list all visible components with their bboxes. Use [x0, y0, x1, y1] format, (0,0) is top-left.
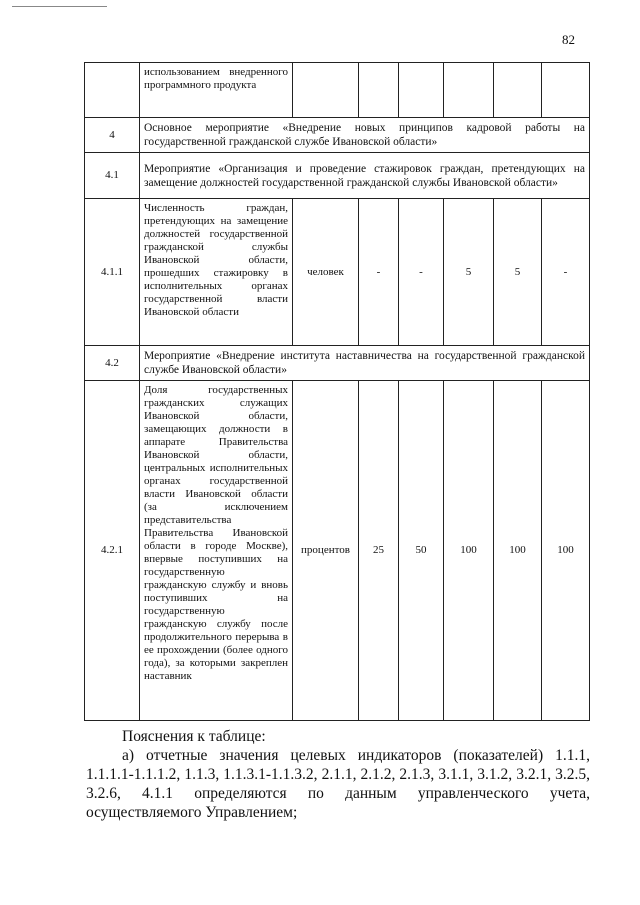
notes-heading: Пояснения к таблице: [122, 728, 266, 745]
value-cell: 50 [399, 381, 444, 721]
row-number: 4.1.1 [85, 199, 140, 346]
indicators-table [84, 62, 590, 721]
table-row [85, 118, 590, 153]
value-cell [494, 63, 542, 118]
indicator-description: Доля государственных гражданских служащих Ивановской области, замещающих должности в аппарате Правительства Ивановской области, центральных исполнительных органах государственной власти Ивановской области (за исключением представительства Правительства Ивановской области в городе Москве), впервые поступивших на государственную гражданскую службу и вновь поступивших на государственную гражданскую службу после продолжительного перерыва в ее прохождении (более одного года), за которыми закреплен наставник [140, 381, 293, 721]
unit-cell: процентов [293, 381, 359, 721]
value-cell: - [399, 199, 444, 346]
unit-cell [293, 63, 359, 118]
table-row [85, 346, 590, 381]
table-row [85, 199, 590, 346]
value-cell: 100 [444, 381, 494, 721]
table-row [85, 381, 590, 721]
section-title: Мероприятие «Внедрение института наставничества на государственной гражданской службе Ивановской области» [140, 346, 590, 381]
indicator-description: использованием внедренного программного продукта [140, 63, 293, 118]
row-number: 4 [85, 118, 140, 153]
indicator-description: Численность граждан, претендующих на замещение должностей государственной гражданской службы Ивановской области, прошедших стажировку в исполнительных органах государственной власти Ивановской области [140, 199, 293, 346]
section-title: Основное мероприятие «Внедрение новых принципов кадровой работы на государственной гражданской службе Ивановской области» [140, 118, 590, 153]
value-cell: 5 [494, 199, 542, 346]
table-row [85, 63, 590, 118]
value-cell: - [359, 199, 399, 346]
row-number [85, 63, 140, 118]
value-cell: - [542, 199, 590, 346]
value-cell [359, 63, 399, 118]
scan-artifact-line [12, 6, 107, 7]
value-cell [444, 63, 494, 118]
value-cell [542, 63, 590, 118]
value-cell: 5 [444, 199, 494, 346]
table-row [85, 153, 590, 199]
section-title: Мероприятие «Организация и проведение стажировок граждан, претендующих на замещение должностей государственной гражданской службы Ивановской области» [140, 153, 590, 199]
page-number: 82 [562, 32, 575, 47]
value-cell: 100 [542, 381, 590, 721]
row-number: 4.1 [85, 153, 140, 199]
row-number: 4.2.1 [85, 381, 140, 721]
notes-item-a: а) отчетные значения целевых индикаторов (показателей) 1.1.1, 1.1.1.1-1.1.1.2, 1.1.3, 1.1.3.1-1.1.3.2, 2.1.1, 2.1.2, 2.1.3, 3.1.1, 3.1.2, 3.2.1, 3.2.5, 3.2.6, 4.1.1 определяются по данным управленческого учета, осуществляемого Управлением; [86, 747, 590, 821]
value-cell: 25 [359, 381, 399, 721]
table-notes [86, 727, 590, 822]
value-cell: 100 [494, 381, 542, 721]
unit-cell: человек [293, 199, 359, 346]
row-number: 4.2 [85, 346, 140, 381]
value-cell [399, 63, 444, 118]
